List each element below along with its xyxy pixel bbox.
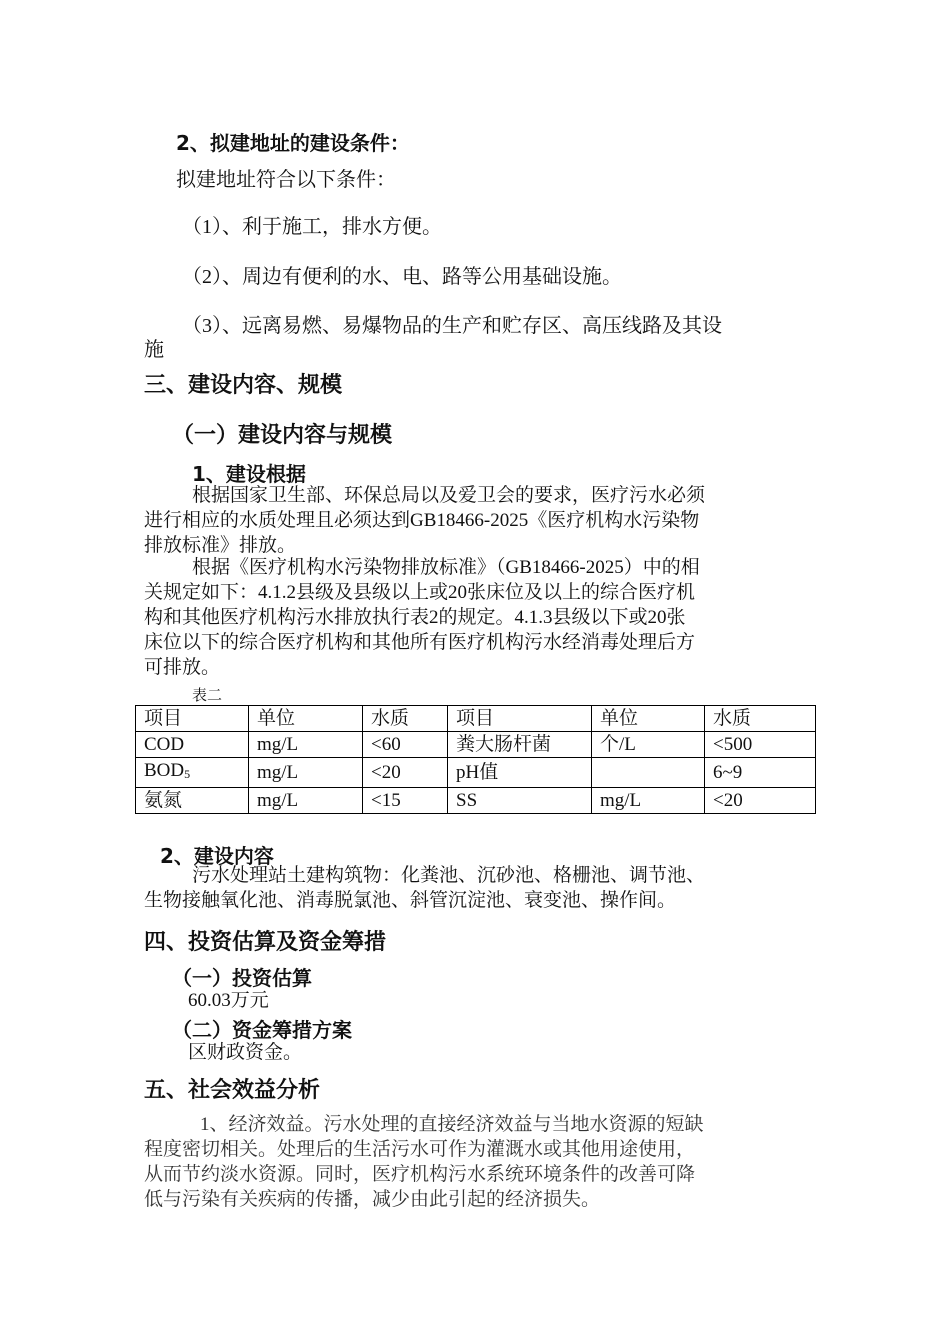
table-row — [136, 758, 816, 788]
table-header-cell: 水质 — [363, 706, 448, 732]
condition-item-2: （2）、周边有便利的水、电、路等公用基础设施。 — [182, 266, 622, 288]
conditions-intro: 拟建地址符合以下条件： — [176, 169, 396, 191]
bod-label: BOD — [144, 760, 185, 781]
table-cell: <15 — [363, 788, 448, 814]
table-cell: mg/L — [249, 788, 363, 814]
table-header-cell: 单位 — [249, 706, 363, 732]
section-3-sub1-heading: （一）建设内容与规模 — [172, 423, 393, 448]
table-cell: SS — [448, 788, 592, 814]
basis-paragraph-1: 根据国家卫生部、环保总局以及爱卫会的要求，医疗污水必须 进行相应的水质处理且必须达到GB18466-2025《医疗机构水污染物 排放标准》排放。 — [144, 485, 706, 556]
content-heading: 2、建设内容 — [160, 844, 274, 868]
table-cell: <20 — [363, 758, 448, 788]
bod-subscript: 5 — [184, 767, 191, 781]
section-5-heading: 五、社会效益分析 — [144, 1078, 321, 1103]
table-cell: 氨氮 — [136, 788, 249, 814]
table-cell — [136, 758, 249, 788]
condition-item-3: （3）、远离易燃、易爆物品的生产和贮存区、高压线路及其设 — [182, 315, 722, 337]
condition-item-3-cont: 施 — [144, 339, 164, 361]
table-cell — [592, 758, 705, 788]
basis-heading: 1、建设根据 — [192, 462, 306, 486]
investment-amount: 60.03万元 — [188, 990, 269, 1011]
table-cell: COD — [136, 732, 249, 758]
table-cell: mg/L — [249, 732, 363, 758]
table-header-cell: 项目 — [136, 706, 249, 732]
table-header-cell: 项目 — [448, 706, 592, 732]
table-cell: <20 — [705, 788, 816, 814]
conditions-heading: 2、拟建地址的建设条件： — [176, 131, 410, 155]
funding-heading: （二）资金筹措方案 — [172, 1018, 352, 1042]
table-cell: 6~9 — [705, 758, 816, 788]
table-cell: mg/L — [249, 758, 363, 788]
table-row — [136, 732, 816, 758]
table-header-cell: 单位 — [592, 706, 705, 732]
section-4-heading: 四、投资估算及资金筹措 — [144, 930, 387, 955]
discharge-standard-table — [135, 705, 816, 814]
investment-heading: （一）投资估算 — [172, 966, 312, 990]
table-cell: <60 — [363, 732, 448, 758]
table-cell: mg/L — [592, 788, 705, 814]
section-3-heading: 三、建设内容、规模 — [144, 373, 343, 398]
table-row — [136, 788, 816, 814]
funding-source: 区财政资金。 — [188, 1042, 303, 1063]
table-cell: 个/L — [592, 732, 705, 758]
condition-item-1: （1）、利于施工，排水方便。 — [182, 216, 442, 238]
table-cell: pH值 — [448, 758, 592, 788]
table-header-row — [136, 706, 816, 732]
table-cell: 粪大肠杆菌 — [448, 732, 592, 758]
table-header-cell: 水质 — [705, 706, 816, 732]
table-caption: 表二 — [192, 688, 223, 704]
table-cell: <500 — [705, 732, 816, 758]
content-paragraph: 污水处理站土建构筑物：化粪池、沉砂池、格栅池、调节池、 生物接触氧化池、消毒脱氯池、斜管沉淀池、衰变池、操作间。 — [144, 865, 706, 911]
social-benefit-paragraph: 1、经济效益。污水处理的直接经济效益与当地水资源的短缺 程度密切相关。处理后的生活污水可作为灌溉水或其他用途使用， 从而节约淡水资源。同时，医疗机构污水系统环境条件的改善可降 低与污染有关疾病的传播，减少由此引起的经济损失。 — [144, 1114, 704, 1210]
basis-paragraph-2: 根据《医疗机构水污染物排放标准》（GB18466-2025）中的相 关规定如下：4.1.2县级及县级以上或20张床位及以上的综合医疗机 构和其他医疗机构污水排放执行表2的规定。4.1.3县级以下或20张 床位以下的综合医疗机构和其他所有医疗机构污水经消毒处理后方 可排放。 — [144, 557, 700, 678]
